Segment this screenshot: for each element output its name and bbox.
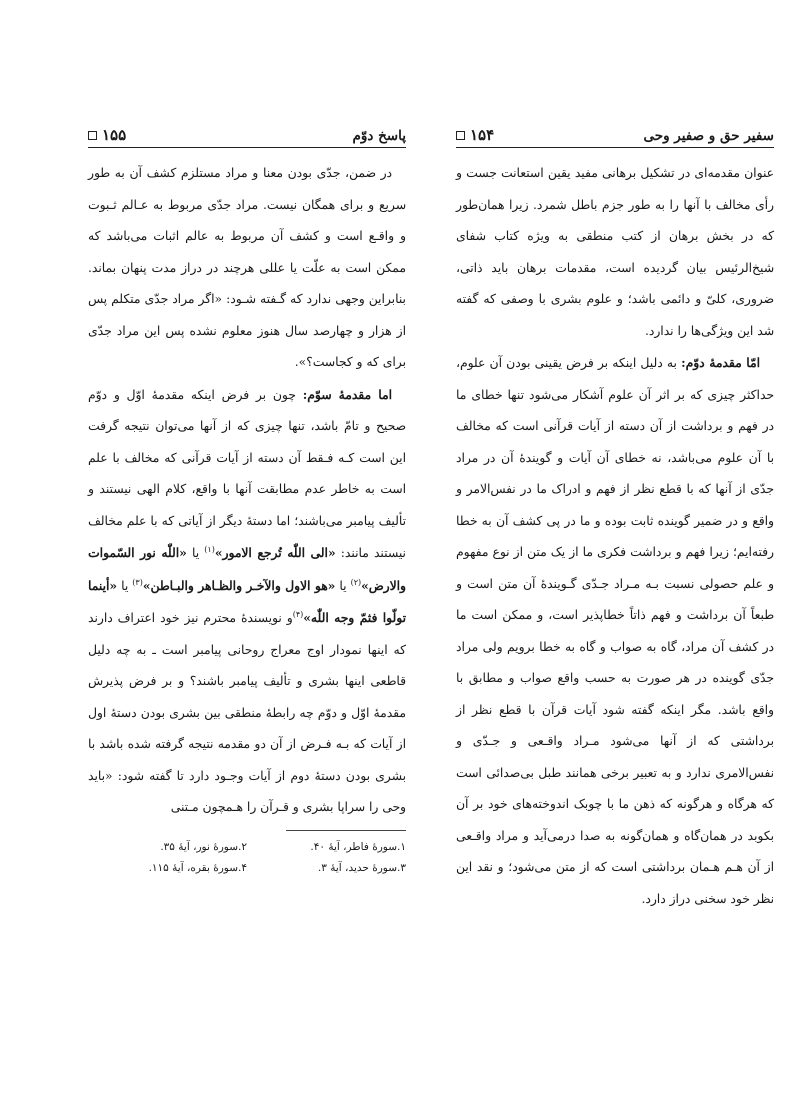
footnote: ۳.سورهٔ حدید، آیهٔ ۳.	[317, 861, 406, 874]
footnote-ref: (۱)	[204, 544, 215, 554]
paragraph-text: در ضمن، جدّی بودن معنا و مراد مستلزم کشف آن به طور سریع و برای همگان نیست. مراد جدّی مربوط به عـالم ثـبوت و واقـع است و کشف آن مربوط به عالم اثبات می‌باشد که ممکن است به علّت یا عللی هرچند در دراز مدت پنهان بماند. بنابراین وجهی ندارد که گـفته شـود: «اگر مراد جدّی متکلم پس از هزار و چهارصد سال هنوز معلوم نشده پس این مراد جدّی برای که و کجاست؟».	[88, 166, 406, 369]
right-page-header	[456, 118, 774, 148]
footnote-ref: (۴)	[292, 609, 304, 619]
conjunction: یا	[191, 546, 200, 560]
left-page-header	[88, 118, 406, 148]
section-lead: اما مقدمهٔ سوّم:	[302, 386, 393, 402]
square-icon	[456, 131, 465, 140]
paragraph-text: عنوان مقدمه‌ای در تشکیل برهانی مفید یقین استعانت جست و رأی مخالف با آنها را به طور جزم باطل شمرد. زیرا همان‌طور که در بخش برهان از کتب منطقی به ویژه کتاب شفای شیخ‌الرئیس بیان گردیده است، مقدمات برهان باید ذاتی، ضروری، کلیّ و دائمی باشد؛ و علوم بشری با وصفی که گفته شد این ویژگی‌ها را ندارد.	[456, 166, 774, 338]
quran-quote: «اللّٰه نور السّموات والارض»	[88, 545, 406, 593]
paragraph-text: چون بر فرض اینکه مقدمهٔ اوّل و دوّم صحیح و تامّ باشد، تنها چیزی که از آنها می‌توان نتیجه گرفت این است کـه فـقط آن دسته از آیات قرآنی که مخالف با علم است به خاطر عدم مطابقت آنها با واقع، کلام الهی نیستند و تألیف پیامبر می‌باشند؛ اما دستهٔ دیگر از آیاتی که با علم مخالف نیستند مانند:	[88, 387, 406, 560]
footnote: ۲.سورهٔ نور، آیهٔ ۳۵.	[160, 840, 247, 853]
page-number: ۱۵۵	[102, 126, 127, 144]
left-page-body	[88, 158, 406, 877]
footnote: ۱.سورهٔ فاطر، آیهٔ ۴۰.	[310, 840, 406, 853]
running-title: پاسخ دوّم	[352, 128, 406, 144]
paragraph	[456, 347, 774, 915]
conjunction: یا	[121, 578, 129, 593]
footnote: ۴.سورهٔ بقره، آیهٔ ۱۱۵.	[148, 861, 247, 874]
quran-quote: «أینما تولّوا فثمّ وجه اللّٰه»	[88, 577, 406, 625]
section-lead: امّا مقدمهٔ دوّم:	[681, 355, 760, 370]
page-number: ۱۵۴	[470, 126, 495, 144]
conjunction: یا	[339, 578, 347, 593]
page-number-block	[456, 126, 494, 144]
paragraph-text: و نویسندهٔ محترم نیز خود اعتراف دارند که اینها نمودار اوج معراج روحانی پیامبر است ـ به چه دلیل قاطعی اینها بشری و تألیف پیامبر باشند؟ و بر فرض پذیرش مقدمهٔ اوّل و دوّم چه رابطهٔ منطقی بین بشری بودن دستهٔ اول از آیات که بـه فـرض از آن دو مقدمه نتیجه گرفته شده باشد با بشری بودن دستهٔ دوم از آیات وجـود دارد تا گفته شود: «باید وحی را سراپا بشری و قـرآن را هـمچون مـتنی	[88, 611, 406, 814]
paragraph	[88, 379, 406, 824]
footnote-ref: (۳)	[132, 577, 143, 587]
footnote-divider	[286, 830, 406, 831]
right-page-body	[456, 158, 774, 915]
footnotes	[88, 839, 406, 877]
paragraph-text: به دلیل اینکه بر فرض یقینی بودن آن علوم، حداکثر چیزی که بر اثر آن علوم آشکار می‌شود تنها خطای ما در فهم و برداشت از آن دسته از آیات قرآنی است که مخالف با آن علوم می‌باشد، نه خطای آن آیات و گویندهٔ آن در مراد جدّی از آنها که با قطع نظر از فهم و ادراک ما در نفس‌الامر و واقع و در ضمیر گوینده ثابت بوده و ما در پی کشف آن به خطا رفته‌ایم؛ زیرا فهم و برداشت فکری ما از یک متن از نوع مفهوم و علم حصولی نسبت بـه مـراد جـدّی گـویندهٔ آن متن است و طبعاً آن برداشت و فهم ذاتاً خطاپذیر است، و ممکن است ما در کشف آن مراد، گاه به صواب و گاه به خطا برویم ولی مراد جدّی گوینده در هر صورت به حسب واقع صواب و مطابق با واقع باشد. مگر اینکه گفته شود آیات قرآن با قطع نظر از برداشتی که از آنها می‌شود مـراد واقـعی و جـدّی و نفس‌الامری ندارد و به تعبیر برخی همانند طبل بی‌صدائی است که هرگاه و هرگونه که ذهن ما با چوبک اندوخته‌های خود بر آن بکوبد در همان‌گاه و همان‌گونه به صدا درمی‌آید و مراد واقـعی از آن هـم هـمان برداشتی است که از متن می‌شود؛ و نقد این نظر خود سخنی دراز دارد.	[456, 356, 774, 906]
paragraph	[456, 158, 774, 347]
square-icon	[88, 131, 97, 140]
quran-quote: «هو الاول والآخـر والظـاهر والبـاطن»	[142, 577, 336, 593]
running-title: سفیر حق و صفیر وحی	[643, 128, 774, 144]
left-page	[88, 118, 406, 877]
page-number-block	[88, 126, 126, 144]
paragraph	[88, 158, 406, 379]
quran-quote: «الی اللّٰه تُرجع الامور»	[214, 545, 336, 560]
right-page	[456, 118, 774, 915]
footnote-ref: (۲)	[350, 577, 362, 587]
